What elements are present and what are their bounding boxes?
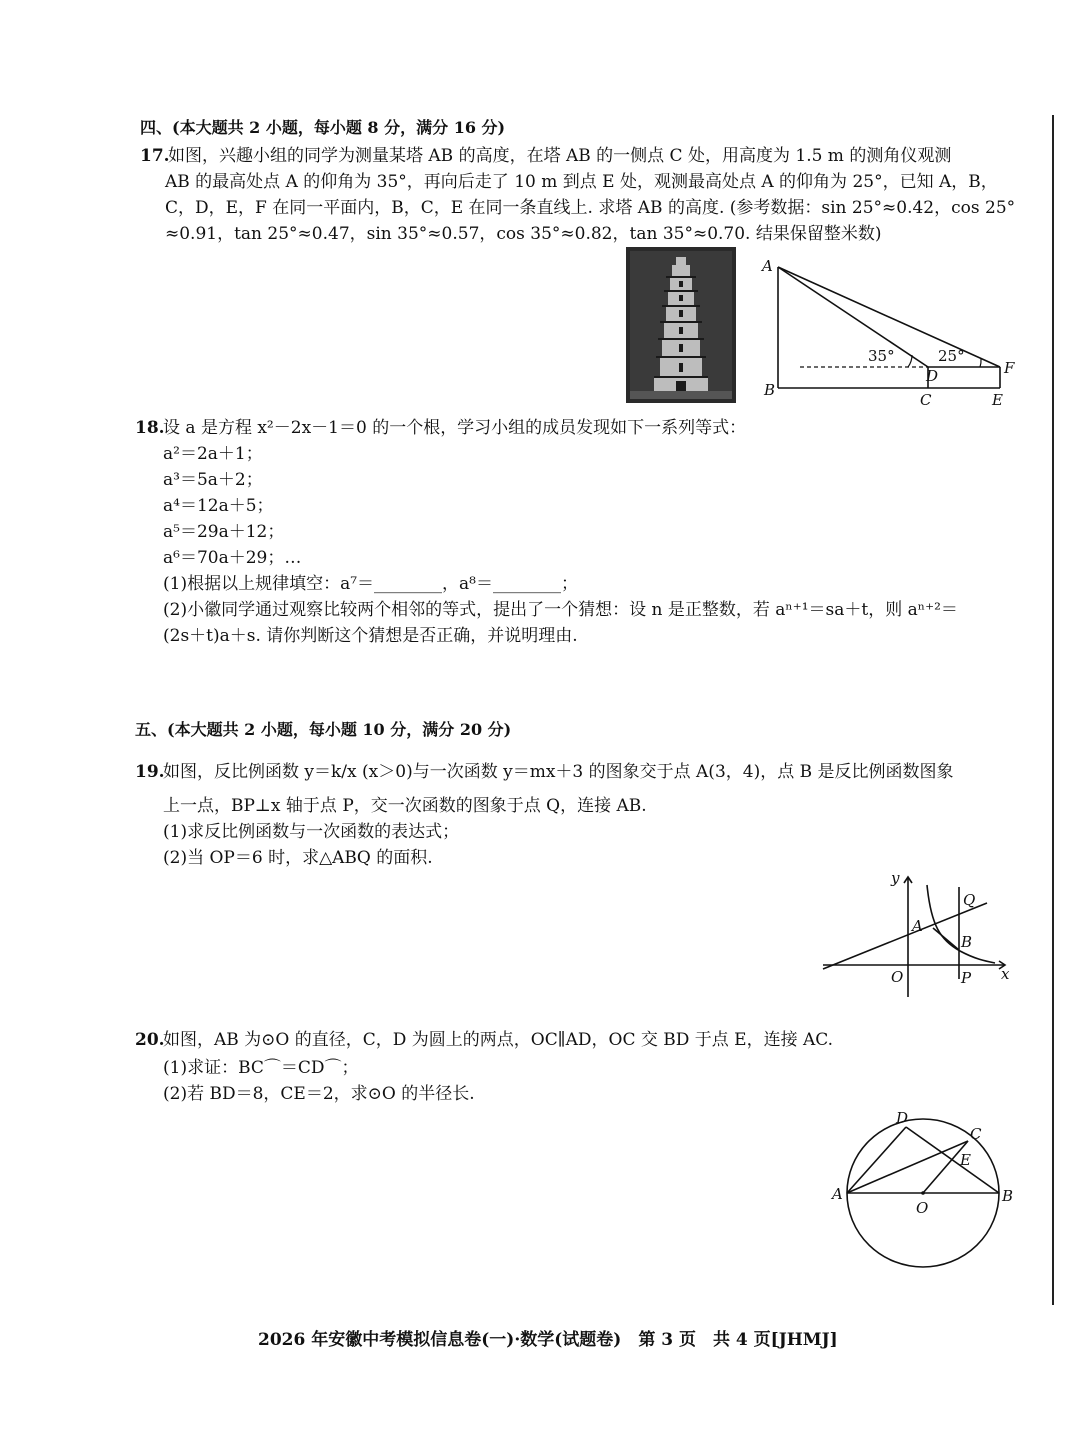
q17-label-B: B [764,381,776,399]
section-4-heading: 四、(本大题共 2 小题，每小题 8 分，满分 16 分) [140,118,506,137]
q17-label-F: F [1004,359,1015,377]
q18-part-1: (1)根据以上规律填空：a⁷＝________，a⁸＝________； [163,574,578,594]
q19-figure [815,865,1020,1000]
section-5-heading: 五、(本大题共 2 小题，每小题 10 分，满分 20 分) [135,720,512,739]
q18-part-2-line-2: (2s＋t)a＋s. 请你判断这个猜想是否正确，并说明理由. [163,626,578,646]
q19-label-B: B [961,933,973,951]
q20-label-B: B [1002,1187,1014,1205]
q17-label-C: C [920,391,932,409]
q19-label-Q: Q [963,891,976,909]
q18-equation-2: a³＝5a＋2； [163,470,263,490]
q20-label-A: A [832,1185,843,1203]
q18-intro: 设 a 是方程 x²－2x－1＝0 的一个根，学习小组的成员发现如下一系列等式： [163,418,747,438]
q18-equation-3: a⁴＝12a＋5； [163,496,274,516]
q19-label-A: A [912,917,923,935]
q19-label-y: y [891,869,900,887]
q17-label-D: D [926,367,939,385]
q20-figure [828,1105,1023,1270]
q17-angle-25: 25° [938,347,965,365]
q20-number: 20. [135,1030,165,1050]
q19-number: 19. [135,762,165,782]
q20-label-D: D [896,1109,909,1127]
q17-angle-35: 35° [868,347,895,365]
q19-line-2: 上一点，BP⊥x 轴于点 P，交一次函数的图象于点 Q，连接 AB. [163,796,647,816]
q17-line-2: AB 的最高处点 A 的仰角为 35°，再向后走了 10 m 到点 E 处，观测最高处点 A 的仰角为 25°，已知 A，B， [165,172,998,192]
q20-label-C: C [970,1125,982,1143]
q18-number: 18. [135,418,165,438]
q18-equation-4: a⁵＝29a＋12； [163,522,285,542]
q17-label-A: A [762,257,773,275]
q20-label-E: E [960,1151,971,1169]
q19-line-1: 如图，反比例函数 y＝k/x (x＞0)与一次函数 y＝mx＋3 的图象交于点 A(3，4)，点 B 是反比例函数图象 [163,762,954,782]
q19-label-O: O [891,968,904,986]
q17-number: 17. [140,146,170,166]
q17-line-3: C，D，E，F 在同一平面内，B，C，E 在同一条直线上. 求塔 AB 的高度. (参考数据：sin 25°≈0.42，cos 25° [165,198,1016,218]
q17-label-E: E [992,391,1003,409]
q20-line-1: 如图，AB 为⊙O 的直径，C，D 为圆上的两点，OC∥AD，OC 交 BD 于点 E，连接 AC. [163,1030,834,1050]
q19-part-1: (1)求反比例函数与一次函数的表达式； [163,822,460,842]
q19-label-x: x [1001,965,1010,983]
q18-equation-1: a²＝2a＋1； [163,444,263,464]
q17-figure [760,255,1020,410]
q20-label-O: O [916,1199,929,1217]
q20-part-2: (2)若 BD＝8，CE＝2，求⊙O 的半径长. [163,1084,475,1104]
binding-margin-line [1052,115,1054,1305]
q18-equation-5: a⁶＝70a＋29；… [163,548,302,568]
q18-part-2-line-1: (2)小徽同学通过观察比较两个相邻的等式，提出了一个猜想：设 n 是正整数，若 aⁿ⁺¹＝sa＋t，则 aⁿ⁺²＝ [163,600,958,620]
q19-part-2: (2)当 OP＝6 时，求△ABQ 的面积. [163,848,433,868]
q17-line-4: ≈0.91，tan 25°≈0.47，sin 35°≈0.57，cos 35°≈0.82，tan 35°≈0.70. 结果保留整米数) [165,224,882,244]
q20-part-1: (1)求证：BC⌒＝CD⌒； [163,1058,359,1078]
page-footer: 2026 年安徽中考模拟信息卷(一)·数学(试题卷) 第 3 页 共 4 页[JHMJ] [258,1330,838,1350]
pagoda-photo [626,247,736,403]
q17-line-1: 如图，兴趣小组的同学为测量某塔 AB 的高度，在塔 AB 的一侧点 C 处，用高度为 1.5 m 的测角仪观测 [168,146,952,166]
q19-label-P: P [961,969,972,987]
